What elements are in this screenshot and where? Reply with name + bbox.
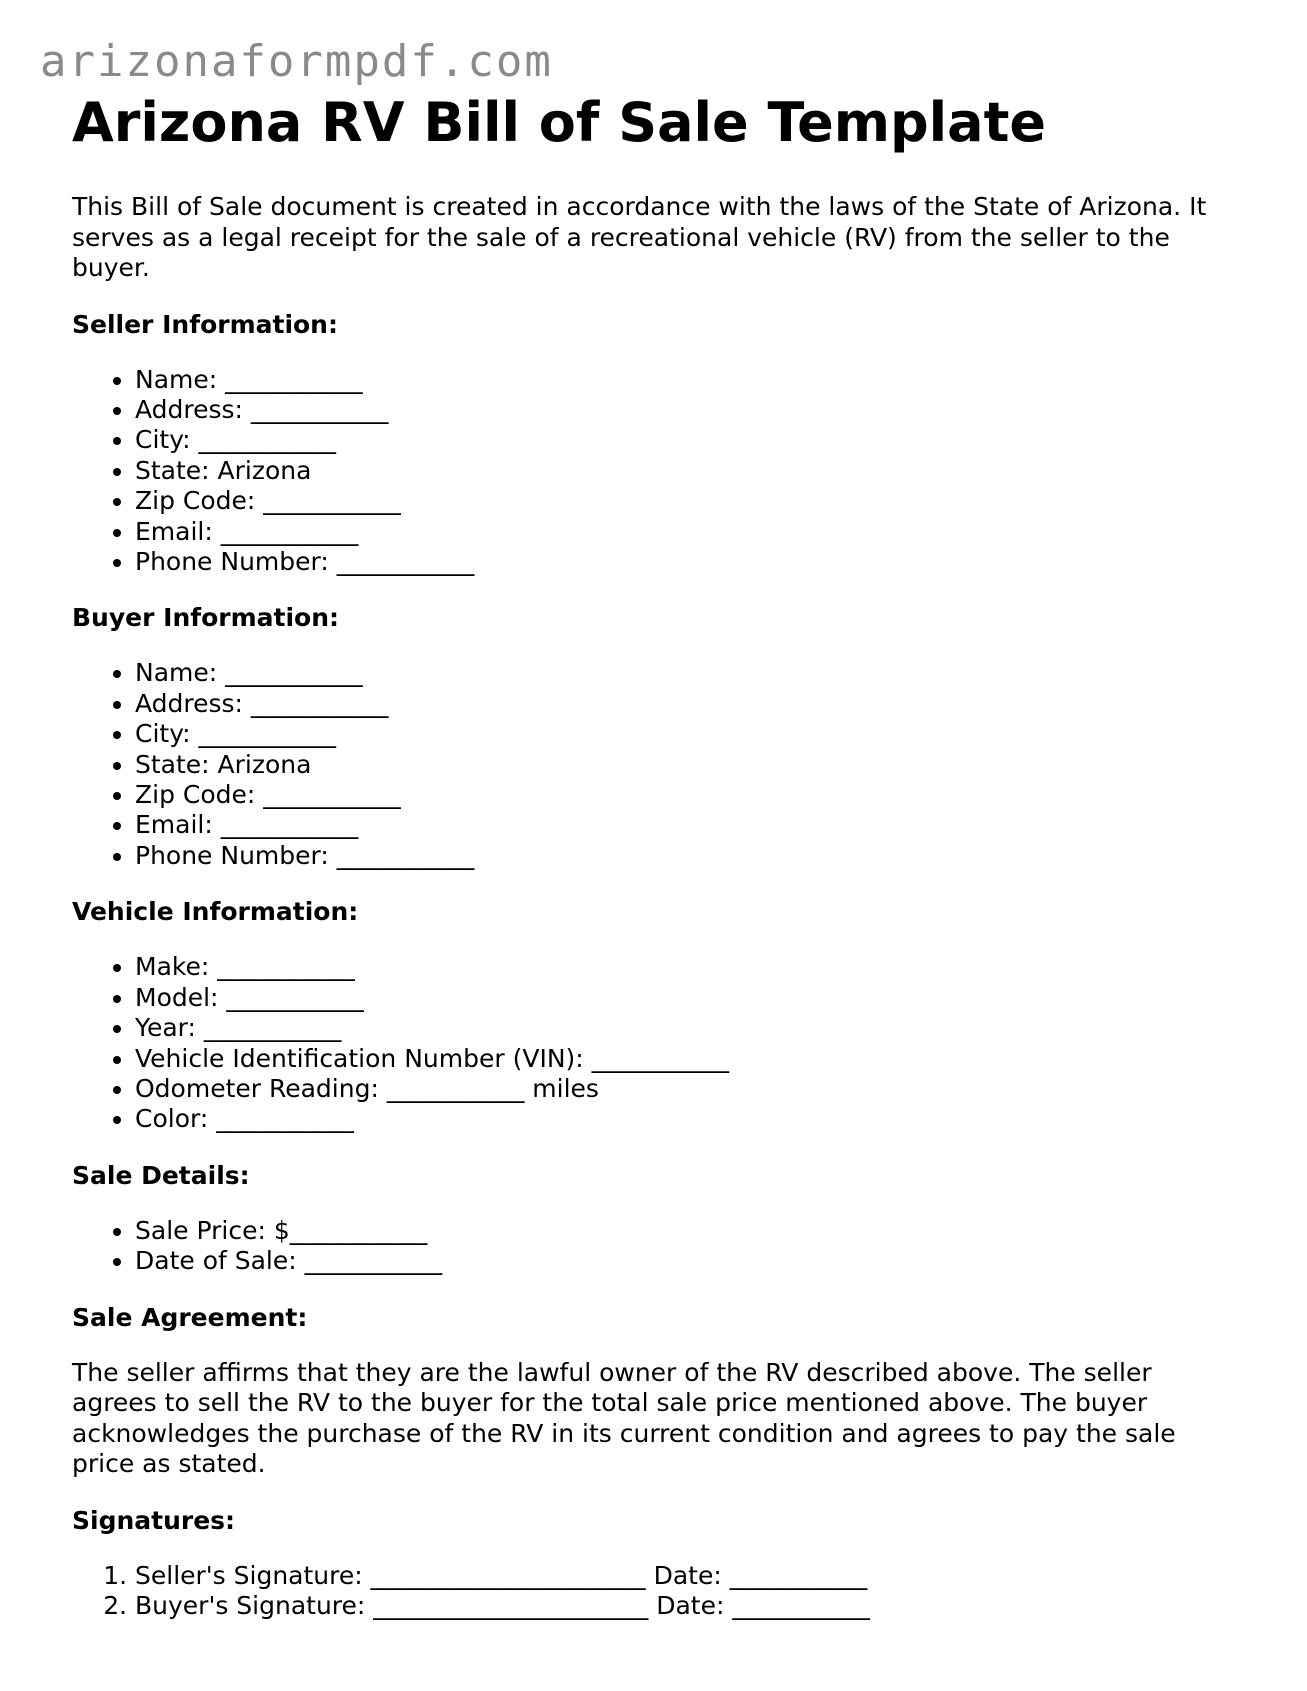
sale-date-field: • Date of Sale: ___________ — [135, 1246, 1242, 1276]
watermark: arizonaformpdf.com — [40, 36, 553, 87]
buyer-zip-field: • Zip Code: ___________ — [135, 780, 1242, 810]
seller-address-field: • Address: ___________ — [135, 395, 1242, 425]
buyer-heading: Buyer Information: — [72, 603, 340, 633]
vehicle-make-field: • Make: ___________ — [135, 952, 1242, 982]
vehicle-heading: Vehicle Information: — [72, 897, 359, 927]
vehicle-odometer-field: • Odometer Reading: ___________ miles — [135, 1074, 1242, 1104]
sale-agreement-heading: Sale Agreement: — [72, 1302, 308, 1332]
sale-agreement-text: The seller affirms that they are the lawful owner of the RV described above. The seller agrees to sell the RV to the buyer for the total sale price mentioned above. The buyer acknowledges the purchase of the RV in its current condition and agrees to pay the sale price as stated. — [72, 1357, 1176, 1479]
buyer-name-field: • Name: ___________ — [135, 658, 1242, 688]
seller-signature-line: 1. Seller's Signature: ______________________ Date: ___________ — [135, 1561, 1242, 1591]
buyer-list — [72, 658, 1242, 871]
seller-email-field: • Email: ___________ — [135, 517, 1242, 547]
seller-phone-field: • Phone Number: ___________ — [135, 547, 1242, 577]
signatures-list — [72, 1561, 1242, 1622]
vehicle-list — [72, 952, 1242, 1134]
vehicle-year-field: • Year: ___________ — [135, 1013, 1242, 1043]
buyer-phone-field: • Phone Number: ___________ — [135, 841, 1242, 871]
intro-paragraph: This Bill of Sale document is created in accordance with the laws of the State of Arizona. It serves as a legal receipt for the sale of a recreational vehicle (RV) from the seller to the buyer. — [72, 192, 1207, 283]
seller-heading: Seller Information: — [72, 309, 338, 339]
buyer-signature-line: 2. Buyer's Signature: ______________________ Date: ___________ — [135, 1591, 1242, 1621]
seller-list — [72, 365, 1242, 578]
seller-name-field: • Name: ___________ — [135, 365, 1242, 395]
buyer-email-field: • Email: ___________ — [135, 810, 1242, 840]
vehicle-color-field: • Color: ___________ — [135, 1104, 1242, 1134]
vehicle-model-field: • Model: ___________ — [135, 983, 1242, 1013]
vehicle-vin-field: • Vehicle Identification Number (VIN): ___________ — [135, 1044, 1242, 1074]
buyer-city-field: • City: ___________ — [135, 719, 1242, 749]
sale-details-heading: Sale Details: — [72, 1160, 250, 1190]
buyer-state-field: • State: Arizona — [135, 750, 1242, 780]
seller-state-field: • State: Arizona — [135, 456, 1242, 486]
seller-city-field: • City: ___________ — [135, 425, 1242, 455]
buyer-address-field: • Address: ___________ — [135, 689, 1242, 719]
sale-details-list — [72, 1216, 1242, 1277]
signatures-heading: Signatures: — [72, 1505, 236, 1535]
seller-zip-field: • Zip Code: ___________ — [135, 486, 1242, 516]
sale-price-field: • Sale Price: $___________ — [135, 1216, 1242, 1246]
page-title: Arizona RV Bill of Sale Template — [72, 91, 1047, 154]
document-page — [72, 92, 1242, 1621]
